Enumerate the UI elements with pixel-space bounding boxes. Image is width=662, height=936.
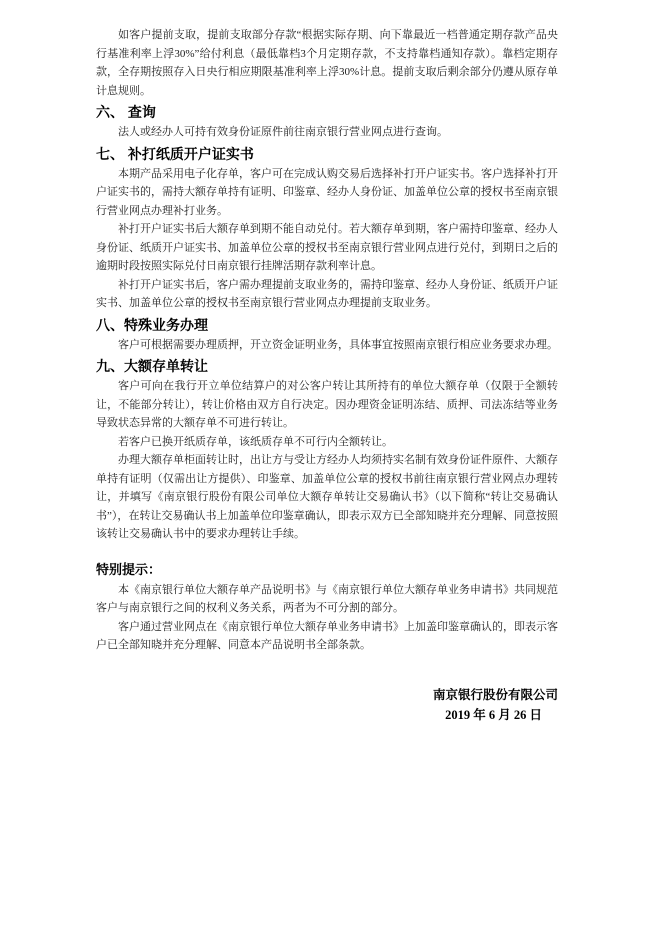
section-7-paragraph-3: 补打开户证实书后，客户需办理提前支取业务的，需持印鉴章、经办人身份证、纸质开户证实书、加盖单位公章的授权书至南京银行营业网点办理提前支取业务。 [96,278,558,309]
section-heading-8-special-business: 八、特殊业务办理 [96,316,208,333]
intro-paragraph: 如客户提前支取，提前支取部分存款“根据实际存期、向下靠最近一档普通定期存款产品央行基准利率上浮30%”给付利息（最低靠档3个月定期存款，不支持靠档通知存款）。靠档定期存款，全存期按照存入日央行相应期限基准利率上浮30%计息。提前支取后剩余部分仍遵从原存单计息规则。 [96,29,558,97]
signature-company-name: 南京银行股份有限公司 [432,687,558,702]
signature-block [96,685,558,725]
special-notice-paragraph-1: 本《南京银行单位大额存单产品说明书》与《南京银行单位大额存单业务申请书》共同规范客户与南京银行之间的权利义务关系，两者为不可分割的部分。 [96,583,558,614]
section-8-paragraph: 客户可根据需要办理质押，开立资金证明业务，具体事宜按照南京银行相应业务要求办理。 [118,338,558,351]
section-6-paragraph: 法人或经办人可持有效身份证原件前往南京银行营业网点进行查询。 [118,126,448,138]
section-9-paragraph-1: 客户可向在我行开立单位结算户的对公客户转让其所持有的单位大额存单（仅限于全额转让，不能部分转让），转让价格由双方自行决定。因办理资金证明冻结、质押、司法冻结等业务导致状态异常的大额存单不可进行转让。 [96,380,558,429]
section-heading-6-query: 六、 查询 [96,104,156,120]
special-notice-paragraph-2: 客户通过营业网点在《南京银行单位大额存单业务申请书》上加盖印鉴章确认的，即表示客户已全部知晓并充分理解、同意本产品说明书全部条款。 [96,620,558,651]
document-body [96,26,558,725]
section-7-paragraph-1: 本期产品采用电子化存单，客户可在完成认购交易后选择补打开户证实书。客户选择补打开户证实书的，需持大额存单持有证明、印鉴章、经办人身份证、加盖单位公章的授权书至南京银行营业网点办理补打业务。 [96,167,558,217]
section-7-paragraph-2: 补打开户证实书后大额存单到期不能自动兑付。若大额存单到期，客户需持印鉴章、经办人身份证、纸质开户证实书、加盖单位公章的授权书至南京银行营业网点进行兑付，到期日之后的逾期时段按照实际兑付日南京银行挂牌活期存款利率计息。 [96,223,558,272]
section-9-paragraph-3: 办理大额存单柜面转让时，出让方与受让方经办人均须持实名制有效身份证件原件、大额存单持有证明（仅需出让方提供）、印鉴章、加盖单位公章的授权书前往南京银行营业网点办理转让，并填写《南京银行股份有限公司单位大额存单转让交易确认书》（以下简称“转让交易确认书”），在转让交易确认书上加盖单位印鉴章确认，即表示双方已全部知晓并充分理解、同意按照该转让交易确认书中的要求办理转让手续。 [96,454,558,540]
section-heading-9-cd-transfer: 九、大额存单转让 [96,358,208,374]
section-9-paragraph-2: 若客户已换开纸质存单，该纸质存单不可行内全额转让。 [118,435,393,448]
special-notice-heading: 特别提示： [96,561,162,577]
signature-date: 2019 年 6 月 26 日 [445,707,542,722]
section-heading-7-reprint-certificate: 七、 补打纸质开户证实书 [96,145,254,162]
